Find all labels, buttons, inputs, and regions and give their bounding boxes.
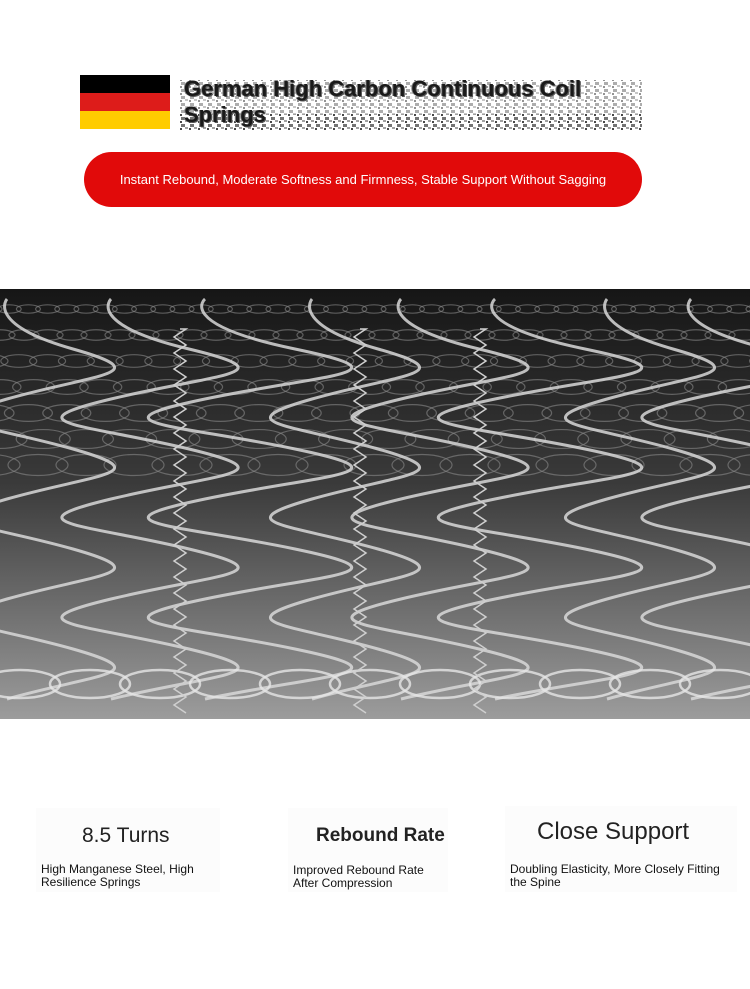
banner-text: Instant Rebound, Moderate Softness and Firmness, Stable Support Without Sagging [119,172,607,187]
flag-stripe-black [80,75,170,93]
springs-illustration [0,289,750,719]
coil-springs-photo [0,289,750,719]
germany-flag-icon [80,75,170,129]
feature-rebound-rate [288,808,448,892]
page-title: German High Carbon Continuous Coil Springs [184,76,582,127]
feature-banner [84,152,642,207]
flag-stripe-red [80,93,170,111]
feature-title: Rebound Rate [316,825,445,846]
feature-title: Close Support [537,818,690,845]
feature-close-support [505,806,737,892]
feature-title: 8.5 Turns [82,824,170,847]
feature-description: High Manganese Steel, High Resilience Springs [41,862,194,889]
feature-turns [36,808,220,892]
feature-description: Improved Rebound Rate After Compression [293,863,424,890]
feature-description: Doubling Elasticity, More Closely Fitting the Spine [510,862,720,889]
title-block [180,74,642,130]
flag-stripe-gold [80,111,170,129]
